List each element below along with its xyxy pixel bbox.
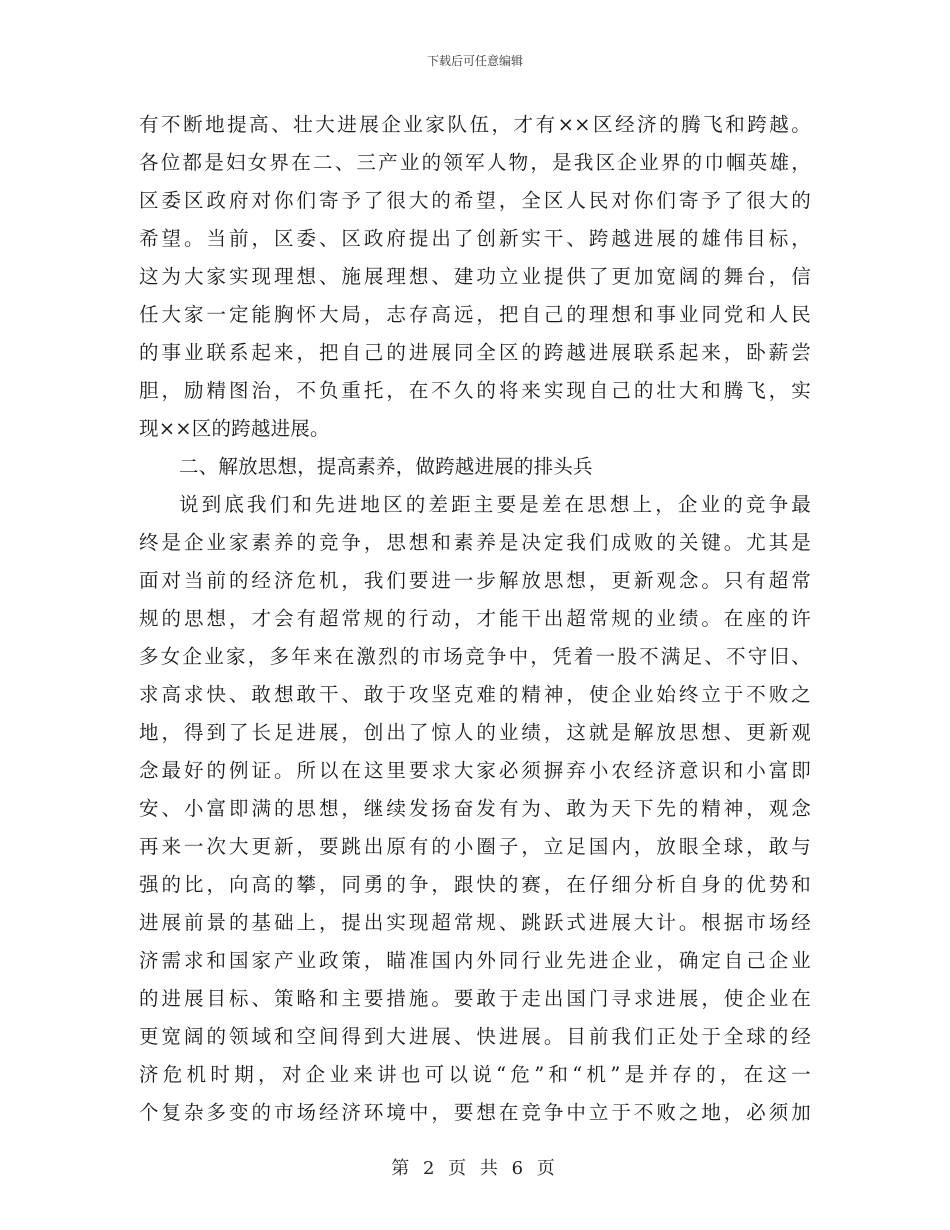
text-line: 的进展目标、策略和主要措施。要敢于走出国门寻求进展，使企业在 [139,987,811,1010]
text-line: 现××区的跨越进展。 [139,417,330,440]
text-line: 地，得到了长足进展，创出了惊人的业绩，这就是解放思想、更新观 [139,721,811,744]
text-line: 求高求快、敢想敢干、敢于攻坚克难的精神，使企业始终立于不败之 [139,683,811,706]
text-line: 这为大家实现理想、施展理想、建功立业提供了更加宽阔的舞台，信 [139,265,811,288]
text-line: 胆，励精图治，不负重托，在不久的将来实现自己的壮大和腾飞，实 [139,379,811,402]
section-heading: 二、解放思想，提高素养，做跨越进展的排头兵 [179,455,593,478]
text-line: 安、小富即满的思想，继续发扬奋发有为、敢为天下先的精神，观念 [139,797,811,820]
text-line: 有不断地提高、壮大进展企业家队伍，才有××区经济的腾飞和跨越。 [139,113,811,136]
page-number: 第 2 页 共 6 页 [391,1158,559,1179]
text-line: 强的比，向高的攀，同勇的争，跟快的赛，在仔细分析自身的优势和 [139,873,811,896]
text-line: 区委区政府对你们寄予了很大的希望，全区人民对你们寄予了很大的 [139,189,811,212]
text-line: 的事业联系起来，把自己的进展同全区的跨越进展联系起来，卧薪尝 [139,341,811,364]
text-line: 规的思想，才会有超常规的行动，才能干出超常规的业绩。在座的许 [139,607,811,630]
text-line: 多女企业家，多年来在激烈的市场竞争中，凭着一股不满足、不守旧、 [139,645,811,668]
text-line: 济危机时期，对企业来讲也可以说“危”和“机”是并存的，在这一 [139,1063,811,1086]
text-line: 任大家一定能胸怀大局，志存高远，把自己的理想和事业同党和人民 [139,303,811,326]
text-line: 济需求和国家产业政策，瞄准国内外同行业先进企业，确定自己企业 [139,949,811,972]
text-line: 面对当前的经济危机，我们要进一步解放思想，更新观念。只有超常 [139,569,811,592]
text-line: 念最好的例证。所以在这里要求大家必须摒弃小农经济意识和小富即 [139,759,811,782]
text-line: 希望。当前，区委、区政府提出了创新实干、跨越进展的雄伟目标， [139,227,811,250]
text-line: 个复杂多变的市场经济环境中，要想在竞争中立于不败之地，必须加 [139,1101,811,1124]
text-line: 终是企业家素养的竞争，思想和素养是决定我们成败的关键。尤其是 [139,531,811,554]
page-header: 下载后可任意编辑 [426,54,523,68]
text-line: 再来一次大更新，要跳出原有的小圈子，立足国内，放眼全球，敢与 [139,835,811,858]
text-line: 更宽阔的领域和空间得到大进展、快进展。目前我们正处于全球的经 [139,1025,811,1048]
document-body [139,106,811,1132]
text-line: 各位都是妇女界在二、三产业的领军人物，是我区企业界的巾帼英雄， [139,151,811,174]
text-line: 进展前景的基础上，提出实现超常规、跳跃式进展大计。根据市场经 [139,911,811,934]
text-line: 说到底我们和先进地区的差距主要是差在思想上，企业的竞争最 [179,493,811,516]
